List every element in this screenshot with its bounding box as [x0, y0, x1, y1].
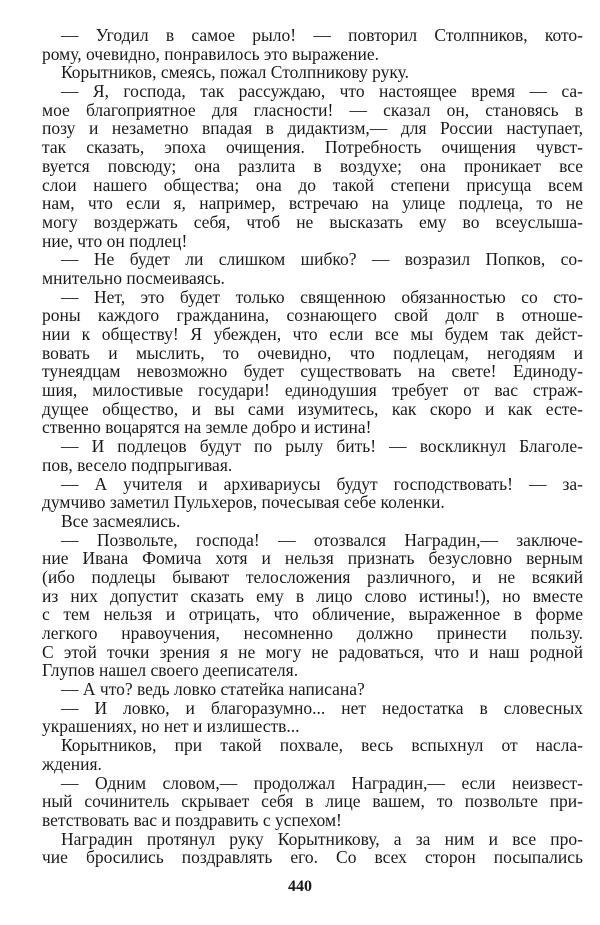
text-line: вовать и мыслить, то очевидно, что подлецам, негодяям и — [42, 342, 583, 363]
text-line: думчиво заметил Пульхеров, почесывая себе коленки. — [42, 492, 445, 513]
text-line: — Угодил в самое рыло! — повторил Столпников, кото- — [61, 25, 583, 45]
text-line: украшениях, но нет и излишеств... — [42, 716, 300, 737]
text-line: — Нет, это будет только священною обязанностью со сто- — [61, 286, 583, 307]
text-line: шия, милостивые государи! единодушия требует от вас страж- — [42, 380, 583, 401]
text-line: — Позвольте, господа! — отозвался Наградин,— заключе- — [61, 529, 583, 550]
text-line: ственно воцарятся на земле добро и истина! — [42, 417, 372, 438]
text-line: чие бросились поздравлять его. Со всех сторон посыпались — [42, 847, 583, 868]
text-line: дущее общество, и вы сами изумитесь, как скоро и как есте- — [42, 398, 583, 419]
text-line: слои нашего общества; она до такой степени присуща всем — [42, 174, 583, 195]
text-line: нии к обществу! Я убежден, что если все мы будем так дейст- — [42, 324, 583, 344]
book-page-text — [42, 26, 583, 867]
text-line: С этой точки зрения я не могу не радоваться, что и наш родной — [42, 641, 583, 662]
text-line: могу воздержать себя, чтоб не высказать ему во всеуслыша- — [42, 211, 583, 232]
text-line: — И ловко, и благоразумно... нет недостатка в словесных — [61, 697, 583, 718]
text-line: — Одним словом,— продолжал Наградин,— если неизвест- — [61, 772, 583, 793]
text-line: — Не будет ли слишком шибко? — возразил Попков, со- — [61, 249, 583, 270]
text-line: позу и незаметно впадая в дидактизм,— для России наступает, — [42, 118, 583, 139]
page-number: 440 — [288, 878, 312, 895]
text-line: пов, весело подпрыгивая. — [42, 454, 233, 475]
text-line: Корытников, смеясь, пожал Столпникову руку. — [61, 62, 410, 83]
text-line: Глупов нашел своего дееписателя. — [42, 660, 299, 681]
text-line: ние, что он подлец! — [42, 230, 188, 251]
text-line: — А учителя и архивариусы будут господствовать! — за- — [61, 473, 583, 494]
text-line: Наградин протянул руку Корытникову, а за ним и все про- — [61, 828, 583, 849]
text-line: Корытников, при такой похвале, весь вспыхнул от насла- — [61, 735, 583, 756]
text-line: ветствовать вас и поздравить с успехом! — [42, 809, 342, 830]
text-line: ние Ивана Фомича хотя и нельзя признать безусловно верным — [42, 548, 583, 569]
text-line: ждения. — [42, 753, 102, 774]
text-line: — И подлецов будут по рылу бить! — воскликнул Благоле- — [61, 436, 583, 457]
text-line: с тем нельзя и отрицать, что обличение, выраженное в форме — [42, 604, 583, 625]
text-line: роны каждого гражданина, сознающего свой долг в отноше- — [42, 305, 583, 326]
text-line: — Я, господа, так рассуждаю, что настоящее время — са- — [61, 81, 583, 102]
text-line: — А что? ведь ловко статейка написана? — [61, 679, 365, 700]
text-line: из них допустит сказать ему в лицо слово истины!), но вместе — [42, 585, 583, 606]
text-line: мое благоприятное для гласности! — сказал он, становясь в — [42, 99, 583, 120]
text-line: рому, очевидно, понравилось это выражение. — [42, 43, 380, 64]
text-line: легкого нравоучения, несомненно должно принести пользу. — [42, 623, 583, 643]
text-line: нам, что если я, например, встречаю на улице подлеца, то не — [42, 193, 583, 214]
text-line: ный сочинитель скрывает себя в лице вашем, то позвольте при- — [42, 791, 583, 812]
text-line: так сказать, эпоха очищения. Потребность очищения чувст- — [42, 137, 583, 158]
text-line: тунеядцам невозможно будет существовать на свете! Единоду- — [42, 361, 583, 382]
text-line: вуется повсюду; она разлита в воздухе; она проникает все — [42, 155, 583, 176]
text-line: (ибо подлецы бывают телосложения различного, и не всякий — [42, 566, 583, 587]
text-line: Все засмеялись. — [61, 510, 181, 531]
text-line: мнительно посмеиваясь. — [42, 267, 225, 288]
